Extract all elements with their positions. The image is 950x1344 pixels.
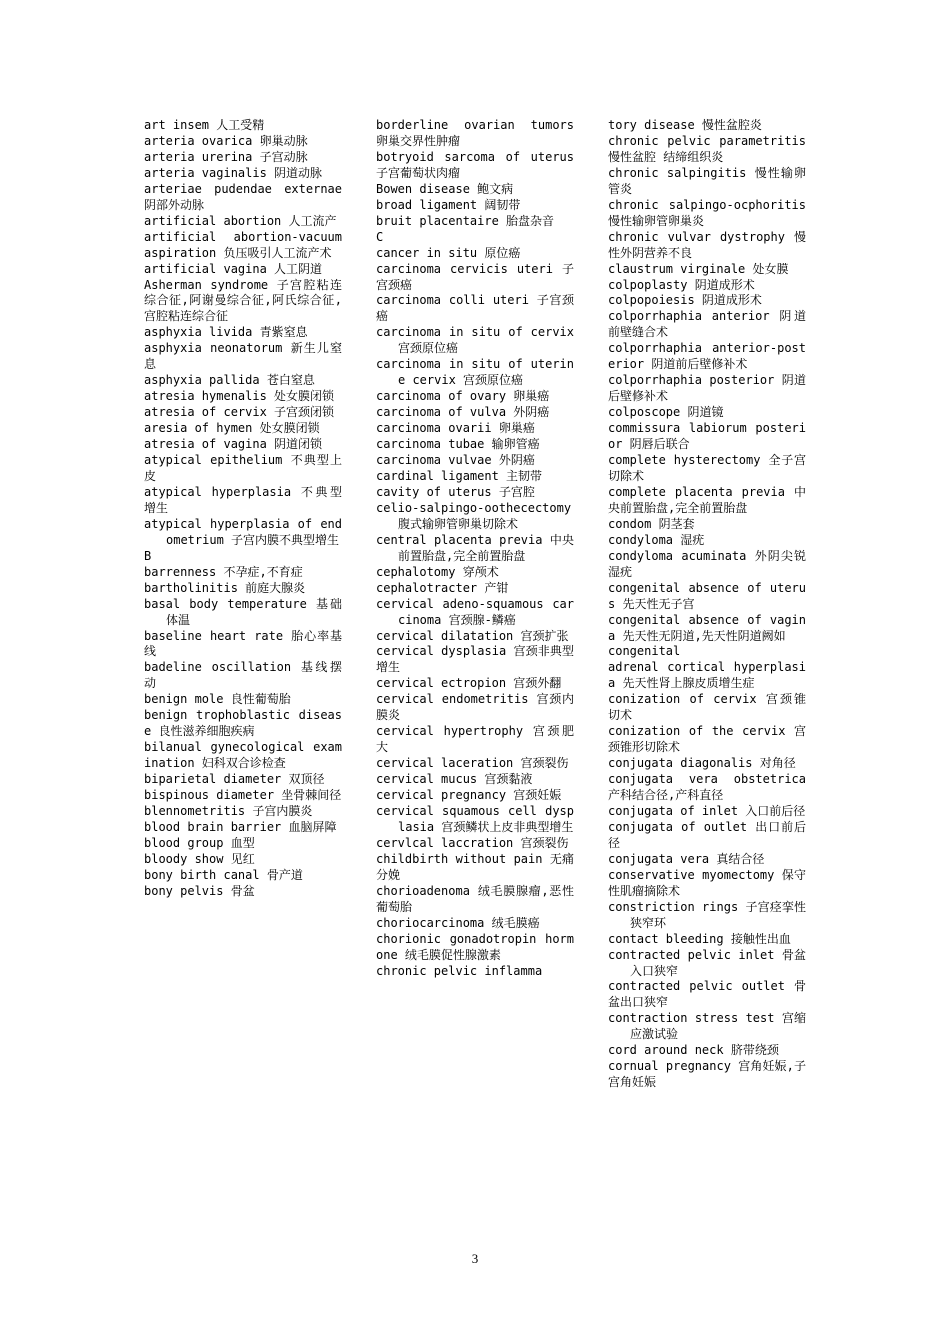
- glossary-entry: biparietal diameter 双顶径: [144, 772, 325, 787]
- glossary-entry: colporrhaphia anterior-posterior 阴道前后壁修补术: [608, 341, 806, 372]
- glossary-entry: artificial abortion 人工流产: [144, 213, 337, 228]
- glossary-entry: congenital: [608, 644, 681, 659]
- glossary-entry: childbirth without pain 无痛分娩: [376, 851, 574, 882]
- glossary-entry: chronic vulvar dystrophy 慢性外阴营养不良: [608, 229, 806, 260]
- glossary-entry: conjugata of outlet 出口前后径: [608, 819, 806, 850]
- glossary-entry: atypical epithelium 不典型上皮: [144, 453, 342, 483]
- glossary-entry: asphyxia pallida 苍白窒息: [144, 373, 315, 388]
- glossary-entry: contracted pelvic outlet 骨盆出口狭窄: [608, 979, 806, 1010]
- glossary-entry: bony birth canal 骨产道: [144, 867, 303, 882]
- glossary-entry: benign trophoblastic disease 良性滋养细胞疾病: [144, 708, 342, 739]
- glossary-entry: chorionic gonadotropin hormone 绒毛膜促性腺激素: [376, 931, 574, 962]
- glossary-entry: conization of the cervix 宫颈锥形切除术: [608, 724, 806, 755]
- glossary-entry: chronic salpingitis 慢性输卵管炎: [608, 165, 806, 196]
- glossary-entry: carcinoma vulvae 外阴癌: [376, 453, 535, 468]
- glossary-entry: chronic pelvic inflamma: [376, 963, 543, 978]
- glossary-entry: colpopoiesis 阴道成形术: [608, 293, 762, 308]
- glossary-entry: arteriae pudendae externae 阴部外动脉: [144, 181, 342, 212]
- glossary-entry: benign mole 良性葡萄胎: [144, 692, 291, 707]
- glossary-entry: colporrhaphia posterior 阴道后壁修补术: [608, 373, 806, 404]
- glossary-entry: cephalotomy 穿颅术: [376, 564, 499, 579]
- section-letter: B: [144, 548, 152, 563]
- glossary-entry: cervical ectropion 宫颈外翻: [376, 676, 562, 691]
- glossary-entry: colposcope 阴道镜: [608, 405, 724, 420]
- glossary-entry: carcinoma of ovary 卵巢癌: [376, 389, 550, 404]
- glossary-entry: claustrum virginale 处女膜: [608, 261, 789, 276]
- glossary-entry: contact bleeding 接触性出血: [608, 931, 791, 946]
- glossary-entry: aresia of hymen 处女膜闭锁: [144, 421, 320, 436]
- glossary-entry: commissura labiorum posterior 阴唇后联合: [608, 421, 806, 452]
- glossary-entry: tory disease 慢性盆腔炎: [608, 118, 762, 132]
- glossary-entry: basal body temperature 基础体温: [144, 596, 342, 627]
- glossary-entry: cervical hypertrophy 宫颈肥大: [376, 724, 574, 755]
- glossary-entry: cord around neck 脐带绕颈: [608, 1043, 779, 1058]
- glossary-entry: cephalotracter 产钳: [376, 580, 509, 595]
- glossary-entry: cervical mucus 宫颈黏液: [376, 772, 533, 787]
- glossary-entry: carcinoma colli uteri 子宫颈癌: [376, 293, 574, 324]
- glossary-entry: atypical hyperplasia 不典型增生: [144, 484, 342, 515]
- glossary-entry: barrenness 不孕症,不育症: [144, 564, 303, 579]
- glossary-entry: cervical laceration 宫颈裂伤: [376, 756, 569, 771]
- glossary-column-1: [144, 118, 342, 900]
- glossary-entry: choriocarcinoma 绒毛膜癌: [376, 915, 540, 930]
- glossary-entry: baseline heart rate 胎心率基线: [144, 628, 342, 659]
- glossary-entry: carcinoma cervicis uteri 子宫颈癌: [376, 261, 574, 292]
- glossary-entry: conjugata vera obstetrica 产科结合径,产科直径: [608, 772, 806, 803]
- glossary-entry: cancer in situ 原位癌: [376, 245, 521, 260]
- glossary-entry: central placenta previa 中央前置胎盘,完全前置胎盘: [376, 532, 574, 563]
- glossary-entry: cervlcal laccration 宫颈裂伤: [376, 835, 569, 850]
- glossary-entry: conjugata vera 真结合径: [608, 851, 765, 866]
- glossary-entry: cornual pregnancy 宫角妊娠,子宫角妊娠: [608, 1059, 806, 1090]
- glossary-entry: artificial vagina 人工阴道: [144, 261, 323, 276]
- glossary-entry: constriction rings 子宫痉挛性狭窄环: [608, 899, 806, 930]
- glossary-entry: arteria urerina 子宫动脉: [144, 149, 308, 164]
- glossary-entry: art insem 人工受精: [144, 118, 265, 132]
- glossary-entry: bony pelvis 骨盆: [144, 883, 255, 898]
- glossary-entry: atypical hyperplasia of endometrium 子宫内膜不典型增生: [144, 516, 342, 547]
- glossary-entry: atresia of cervix 子宫颈闭锁: [144, 405, 335, 420]
- glossary-entry: cervical squamous cell dysplasia 宫颈鳞状上皮非典型增生: [376, 803, 574, 834]
- page-number: 3: [471, 1251, 479, 1266]
- glossary-entry: chronic salpingo-ocphoritis 慢性输卵管卵巢炎: [608, 197, 806, 228]
- glossary-entry: atresia hymenalis 处女膜闭锁: [144, 389, 335, 404]
- glossary-entry: cervical pregnancy 宫颈妊娠: [376, 788, 562, 803]
- glossary-entry: bispinous diameter 坐骨棘间径: [144, 788, 342, 803]
- glossary-entry: colporrhaphia anterior 阴道前壁缝合术: [608, 309, 806, 340]
- glossary-entry: conization of cervix 宫颈锥切术: [608, 692, 806, 723]
- section-letter: C: [376, 229, 384, 244]
- glossary-entry: carcinoma tubae 输卵管癌: [376, 437, 540, 452]
- glossary-entry: conjugata diagonalis 对角径: [608, 756, 796, 771]
- glossary-entry: cervical dilatation 宫颈扩张: [376, 628, 569, 643]
- glossary-entry: blennometritis 子宫内膜炎: [144, 803, 313, 818]
- glossary-entry: conservative myomectomy 保守性肌瘤摘除术: [608, 867, 806, 898]
- glossary-entry: conjugata of inlet 入口前后径: [608, 803, 806, 818]
- glossary-entry: atresia of vagina 阴道闭锁: [144, 437, 323, 452]
- glossary-entry: Asherman syndrome 子宫腔粘连综合征,阿谢曼综合征,阿氏综合征,宫腔粘连综合征: [144, 277, 342, 324]
- glossary-entry: contracted pelvic inlet 骨盆入口狭窄: [608, 947, 806, 978]
- glossary-entry: badeline oscillation 基线摆动: [144, 660, 342, 691]
- glossary-entry: contraction stress test 宫缩应激试验: [608, 1011, 806, 1042]
- glossary-entry: complete hysterectomy 全子宫切除术: [608, 453, 806, 483]
- glossary-entry: cervical endometritis 宫颈内膜炎: [376, 692, 574, 723]
- glossary-entry: bartholinitis 前庭大腺炎: [144, 580, 306, 595]
- glossary-entry: bloody show 见红: [144, 851, 255, 866]
- glossary-column-2: [376, 118, 574, 979]
- glossary-entry: congenital absence of vagina 先天性无阴道,先天性阴道阙如: [608, 612, 806, 643]
- glossary-entry: borderline ovarian tumors 卵巢交界性肿瘤: [376, 118, 574, 148]
- glossary-entry: colpoplasty 阴道成形术: [608, 277, 755, 292]
- glossary-entry: botryoid sarcoma of uterus 子宫葡萄状肉瘤: [376, 149, 574, 180]
- glossary-entry: cervical adeno-squamous carcinoma 宫颈腺-鳞癌: [376, 596, 574, 627]
- glossary-entry: asphyxia neonatorum 新生儿窒息: [144, 341, 342, 372]
- glossary-entry: carcinoma in situ of cervix 宫颈原位癌: [376, 325, 574, 356]
- glossary-entry: congenital absence of uterus 先天性无子宫: [608, 580, 806, 611]
- glossary-entry: asphyxia livida 青紫窒息: [144, 325, 308, 340]
- glossary-entry: chronic pelvic parametritis 慢性盆腔 结缔组织炎: [608, 133, 806, 164]
- glossary-entry: carcinoma in situ of uterine cervix 宫颈原位癌: [376, 357, 574, 388]
- glossary-entry: condom 阴茎套: [608, 516, 695, 531]
- glossary-entry: adrenal cortical hyperplasia 先天性肾上腺皮质增生症: [608, 660, 806, 691]
- glossary-entry: condyloma 湿疣: [608, 532, 705, 547]
- glossary-entry: cardinal ligament 主韧带: [376, 468, 543, 483]
- glossary-column-3: [608, 118, 806, 1091]
- glossary-entry: arteria ovarica 卵巢动脉: [144, 133, 308, 148]
- glossary-entry: arteria vaginalis 阴道动脉: [144, 165, 323, 180]
- glossary-entry: condyloma acuminata 外阴尖锐湿疣: [608, 548, 806, 579]
- glossary-entry: cervical dysplasia 宫颈非典型增生: [376, 644, 574, 675]
- glossary-entry: bilanual gynecological examination 妇科双合诊检查: [144, 740, 342, 771]
- glossary-entry: celio-salpingo-oothecectomy 腹式输卵管卵巢切除术: [376, 500, 572, 531]
- glossary-entry: artificial abortion-vacuum aspiration 负压吸引人工流产术: [144, 229, 342, 260]
- glossary-entry: chorioadenoma 绒毛膜腺瘤,恶性葡萄胎: [376, 883, 574, 914]
- glossary-entry: carcinoma ovarii 卵巢癌: [376, 421, 535, 436]
- glossary-entry: blood brain barrier 血脑屏障: [144, 819, 337, 834]
- glossary-entry: broad ligament 阔韧带: [376, 197, 521, 212]
- glossary-entry: complete placenta previa 中央前置胎盘,完全前置胎盘: [608, 484, 806, 515]
- glossary-entry: blood group 血型: [144, 835, 255, 850]
- glossary-entry: cavity of uterus 子宫腔: [376, 484, 535, 499]
- glossary-entry: carcinoma of vulva 外阴癌: [376, 405, 550, 420]
- glossary-entry: Bowen disease 鲍文病: [376, 181, 514, 196]
- glossary-entry: bruit placentaire 胎盘杂音: [376, 213, 555, 228]
